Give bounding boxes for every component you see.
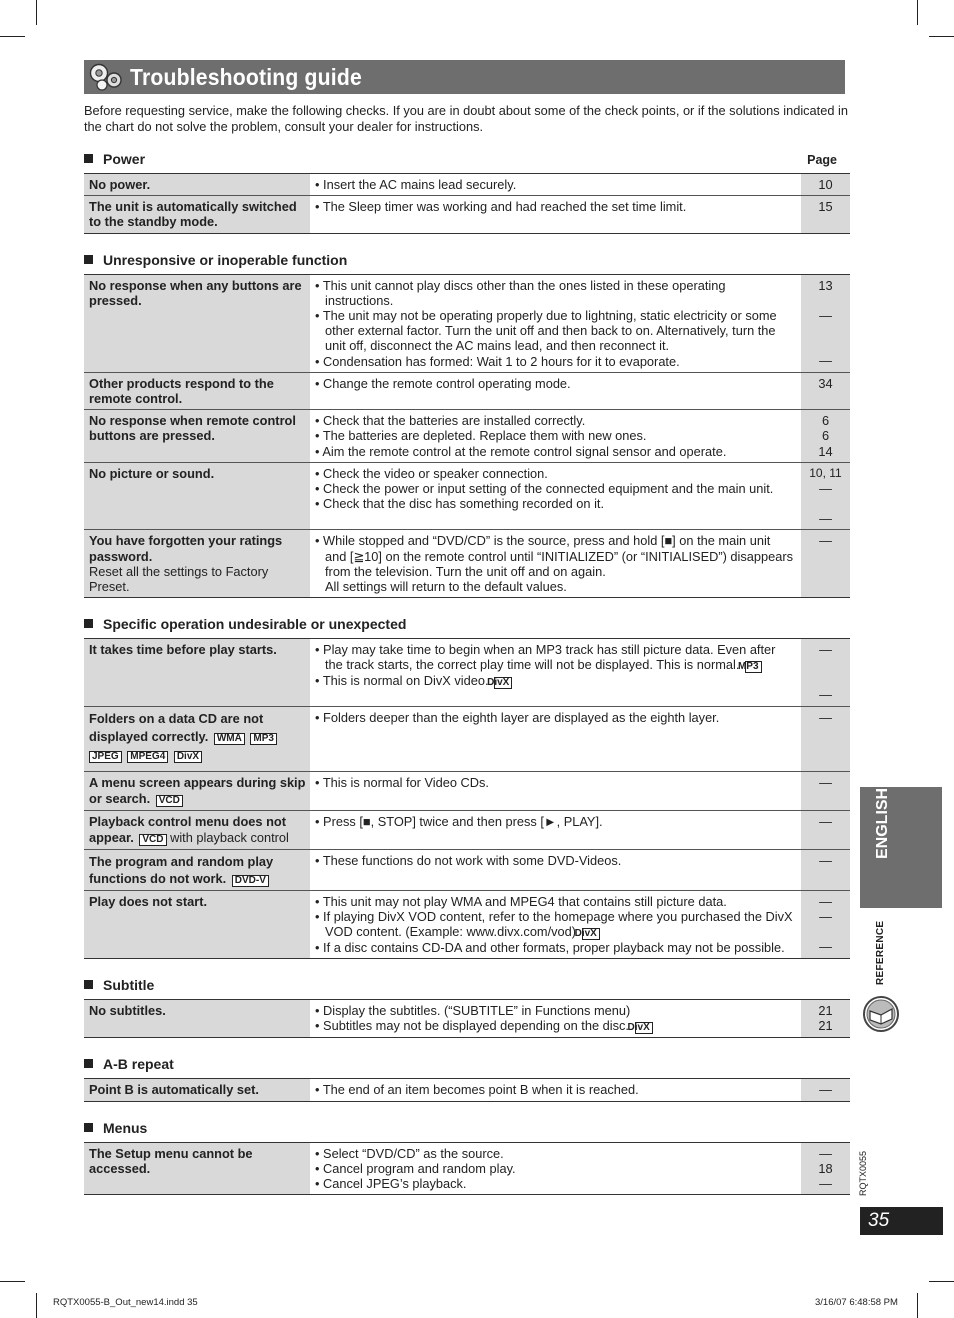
page-cell: — — <box>801 639 850 706</box>
unresponsive-table <box>84 274 850 599</box>
section-heading-unresponsive: Unresponsive or inoperable function <box>84 252 845 274</box>
page-cell: 15 <box>801 196 850 233</box>
page-cell: — <box>801 810 850 849</box>
page-cell: — 18 — <box>801 1142 850 1195</box>
format-tag: MP3 <box>745 661 762 673</box>
page-cell: 6 6 14 <box>801 410 850 463</box>
problem-cell: Other products respond to the remote control. <box>84 372 310 409</box>
solution-cell: • Insert the AC mains lead securely. <box>310 174 801 196</box>
table-row <box>84 1142 850 1195</box>
section-heading-menus: Menus <box>84 1120 845 1142</box>
troubleshooting-content <box>84 151 845 1195</box>
format-tag: WMA <box>214 733 245 745</box>
table-row <box>84 196 850 233</box>
reference-label: REFERENCE <box>875 920 886 985</box>
solution-cell: • This is normal for Video CDs. <box>310 771 801 810</box>
solution-cell: • The end of an item becomes point B when it is reached. <box>310 1079 801 1101</box>
solution-cell: • Press [■, STOP] twice and then press [►, PLAY]. <box>310 810 801 849</box>
solution-cell: • Change the remote control operating mode. <box>310 372 801 409</box>
table-row <box>84 771 850 810</box>
square-bullet-icon <box>84 980 93 989</box>
crop-mark <box>36 0 37 25</box>
power-table <box>84 173 850 234</box>
page-cell: 13 — — <box>801 274 850 372</box>
gears-icon <box>88 62 124 92</box>
page-column-label: Page <box>807 153 837 167</box>
problem-cell: Play does not start. <box>84 890 310 959</box>
footer-file: RQTX0055-B_Out_new14.indd 35 <box>53 1297 198 1308</box>
intro-text: Before requesting service, make the following checks. If you are in doubt about some of the check points, or if the solutions indicated in the chart do not solve the problem, consult your dealer for instructions. <box>84 103 848 134</box>
table-row <box>84 174 850 196</box>
solution-cell: • Select “DVD/CD” as the source. • Cancel program and random play. • Cancel JPEG’s playback. <box>310 1142 801 1195</box>
problem-cell: No power. <box>84 174 310 196</box>
table-row <box>84 410 850 463</box>
crop-mark <box>36 1293 37 1318</box>
problem-cell: The program and random play functions do not work. DVD-V <box>84 849 310 890</box>
solution-cell: • While stopped and “DVD/CD” is the source, press and hold [■] on the main unit and [≧10] on the remote control until “INITIALIZED” (or “INITIALISED”) disappears from the television. Turn the unit off and on again. All settings will return to the default values. <box>310 530 801 598</box>
solution-cell: • Display the subtitles. (“SUBTITLE” in Functions menu) • Subtitles may not be displayed depending on the disc. DivX <box>310 1000 801 1038</box>
table-row <box>84 372 850 409</box>
table-row <box>84 849 850 890</box>
page-cell: 10 <box>801 174 850 196</box>
solution-cell: • This unit may not play WMA and MPEG4 that contains still picture data. • If playing DivX VOD content, refer to the homepage where you purchased the DivX VOD content. (Example: www.divx.com/vod) DivX • If a disc contains CD-DA and other formats, proper playback may not be possible. <box>310 890 801 959</box>
page-cell: 10, 11 — — <box>801 462 850 530</box>
solution-cell: • The Sleep timer was working and had reached the set time limit. <box>310 196 801 233</box>
problem-cell: No picture or sound. <box>84 462 310 530</box>
problem-cell: It takes time before play starts. <box>84 639 310 706</box>
square-bullet-icon <box>84 619 93 628</box>
page-number: 35 <box>868 1210 890 1231</box>
page-cell: — <box>801 530 850 598</box>
problem-cell: No response when any buttons are pressed. <box>84 274 310 372</box>
footer-timestamp: 3/16/07 6:48:58 PM <box>815 1297 898 1308</box>
section-heading-power: Power Page <box>84 151 845 173</box>
crop-mark <box>929 1281 954 1282</box>
problem-cell: Folders on a data CD are not displayed correctly. WMA MP3 JPEG MPEG4 DivX <box>84 706 310 771</box>
square-bullet-icon <box>84 1059 93 1068</box>
solution-cell: • Check that the batteries are installed correctly. • The batteries are depleted. Replace them with new ones. • Aim the remote control at the remote control signal sensor and operate. <box>310 410 801 463</box>
page-title: Troubleshooting guide <box>130 63 362 90</box>
page-cell: 34 <box>801 372 850 409</box>
table-row <box>84 706 850 771</box>
page-cell: — <box>801 706 850 771</box>
solution-cell: • These functions do not work with some DVD-Videos. <box>310 849 801 890</box>
table-row <box>84 810 850 849</box>
problem-cell: No response when remote control buttons are pressed. <box>84 410 310 463</box>
problem-cell: No subtitles. <box>84 1000 310 1038</box>
section-heading-subtitle: Subtitle <box>84 977 845 999</box>
table-row <box>84 1000 850 1038</box>
subtitle-table <box>84 999 850 1038</box>
table-row <box>84 274 850 372</box>
square-bullet-icon <box>84 1123 93 1132</box>
problem-cell: The unit is automatically switched to the standby mode. <box>84 196 310 233</box>
section-heading-specific: Specific operation undesirable or unexpected <box>84 616 845 638</box>
format-tag: JPEG <box>89 751 122 763</box>
table-row <box>84 890 850 959</box>
ab-repeat-table <box>84 1078 850 1101</box>
problem-cell: Playback control menu does not appear. VCD with playback control <box>84 810 310 849</box>
title-bar <box>84 60 845 94</box>
crop-mark <box>0 36 25 37</box>
page-cell: — <box>801 1079 850 1101</box>
format-tag: VCD <box>156 795 183 807</box>
problem-cell: The Setup menu cannot be accessed. <box>84 1142 310 1195</box>
page-cell: 21 21 <box>801 1000 850 1038</box>
table-row <box>84 530 850 598</box>
problem-cell: Point B is automatically set. <box>84 1079 310 1101</box>
crop-mark <box>0 1281 25 1282</box>
table-row <box>84 1079 850 1101</box>
format-tag: VCD <box>139 834 166 846</box>
book-icon <box>862 995 900 1033</box>
specific-table <box>84 638 850 959</box>
section-heading-ab-repeat: A-B repeat <box>84 1056 845 1078</box>
crop-mark <box>917 0 918 25</box>
format-tag: DivX <box>494 677 512 689</box>
solution-cell: • This unit cannot play discs other than the ones listed in these operating instructions. • The unit may not be operating properly due to lightning, static electricity or some other external factor. Turn the unit off and then back to on. Alternatively, turn the unit off, disconnect the AC mains lead, and then reconnect it. • Condensation has formed: Wait 1 to 2 hours for it to evaporate. <box>310 274 801 372</box>
language-tab: ENGLISH <box>860 787 942 908</box>
square-bullet-icon <box>84 154 93 163</box>
problem-cell: A menu screen appears during skip or search. VCD <box>84 771 310 810</box>
page-cell: — <box>801 771 850 810</box>
page-cell: — — — <box>801 890 850 959</box>
format-tag: MP3 <box>250 733 277 745</box>
solution-cell: • Folders deeper than the eighth layer are displayed as the eighth layer. <box>310 706 801 771</box>
square-bullet-icon <box>84 255 93 264</box>
solution-cell: • Play may take time to begin when an MP3 track has still picture data. Even after the track starts, the correct play time will not be displayed. This is normal. MP3 • This is normal on DivX video. DivX <box>310 639 801 706</box>
document-code: RQTX0055 <box>858 1150 868 1196</box>
crop-mark <box>929 36 954 37</box>
table-row <box>84 462 850 530</box>
format-tag: MPEG4 <box>127 751 168 763</box>
format-tag: DVD-V <box>232 875 269 887</box>
crop-mark <box>917 1293 918 1318</box>
format-tag: DivX <box>582 928 600 940</box>
page-number-box <box>860 1207 943 1235</box>
solution-cell: • Check the video or speaker connection. • Check the power or input setting of the connected equipment and the main unit. • Check that the disc has something recorded on it. <box>310 462 801 530</box>
page-cell: — <box>801 849 850 890</box>
table-row <box>84 639 850 706</box>
menus-table <box>84 1142 850 1196</box>
format-tag: DivX <box>635 1022 653 1034</box>
format-tag: DivX <box>174 751 202 763</box>
problem-cell: You have forgotten your ratings password. Reset all the settings to Factory Preset. <box>84 530 310 598</box>
